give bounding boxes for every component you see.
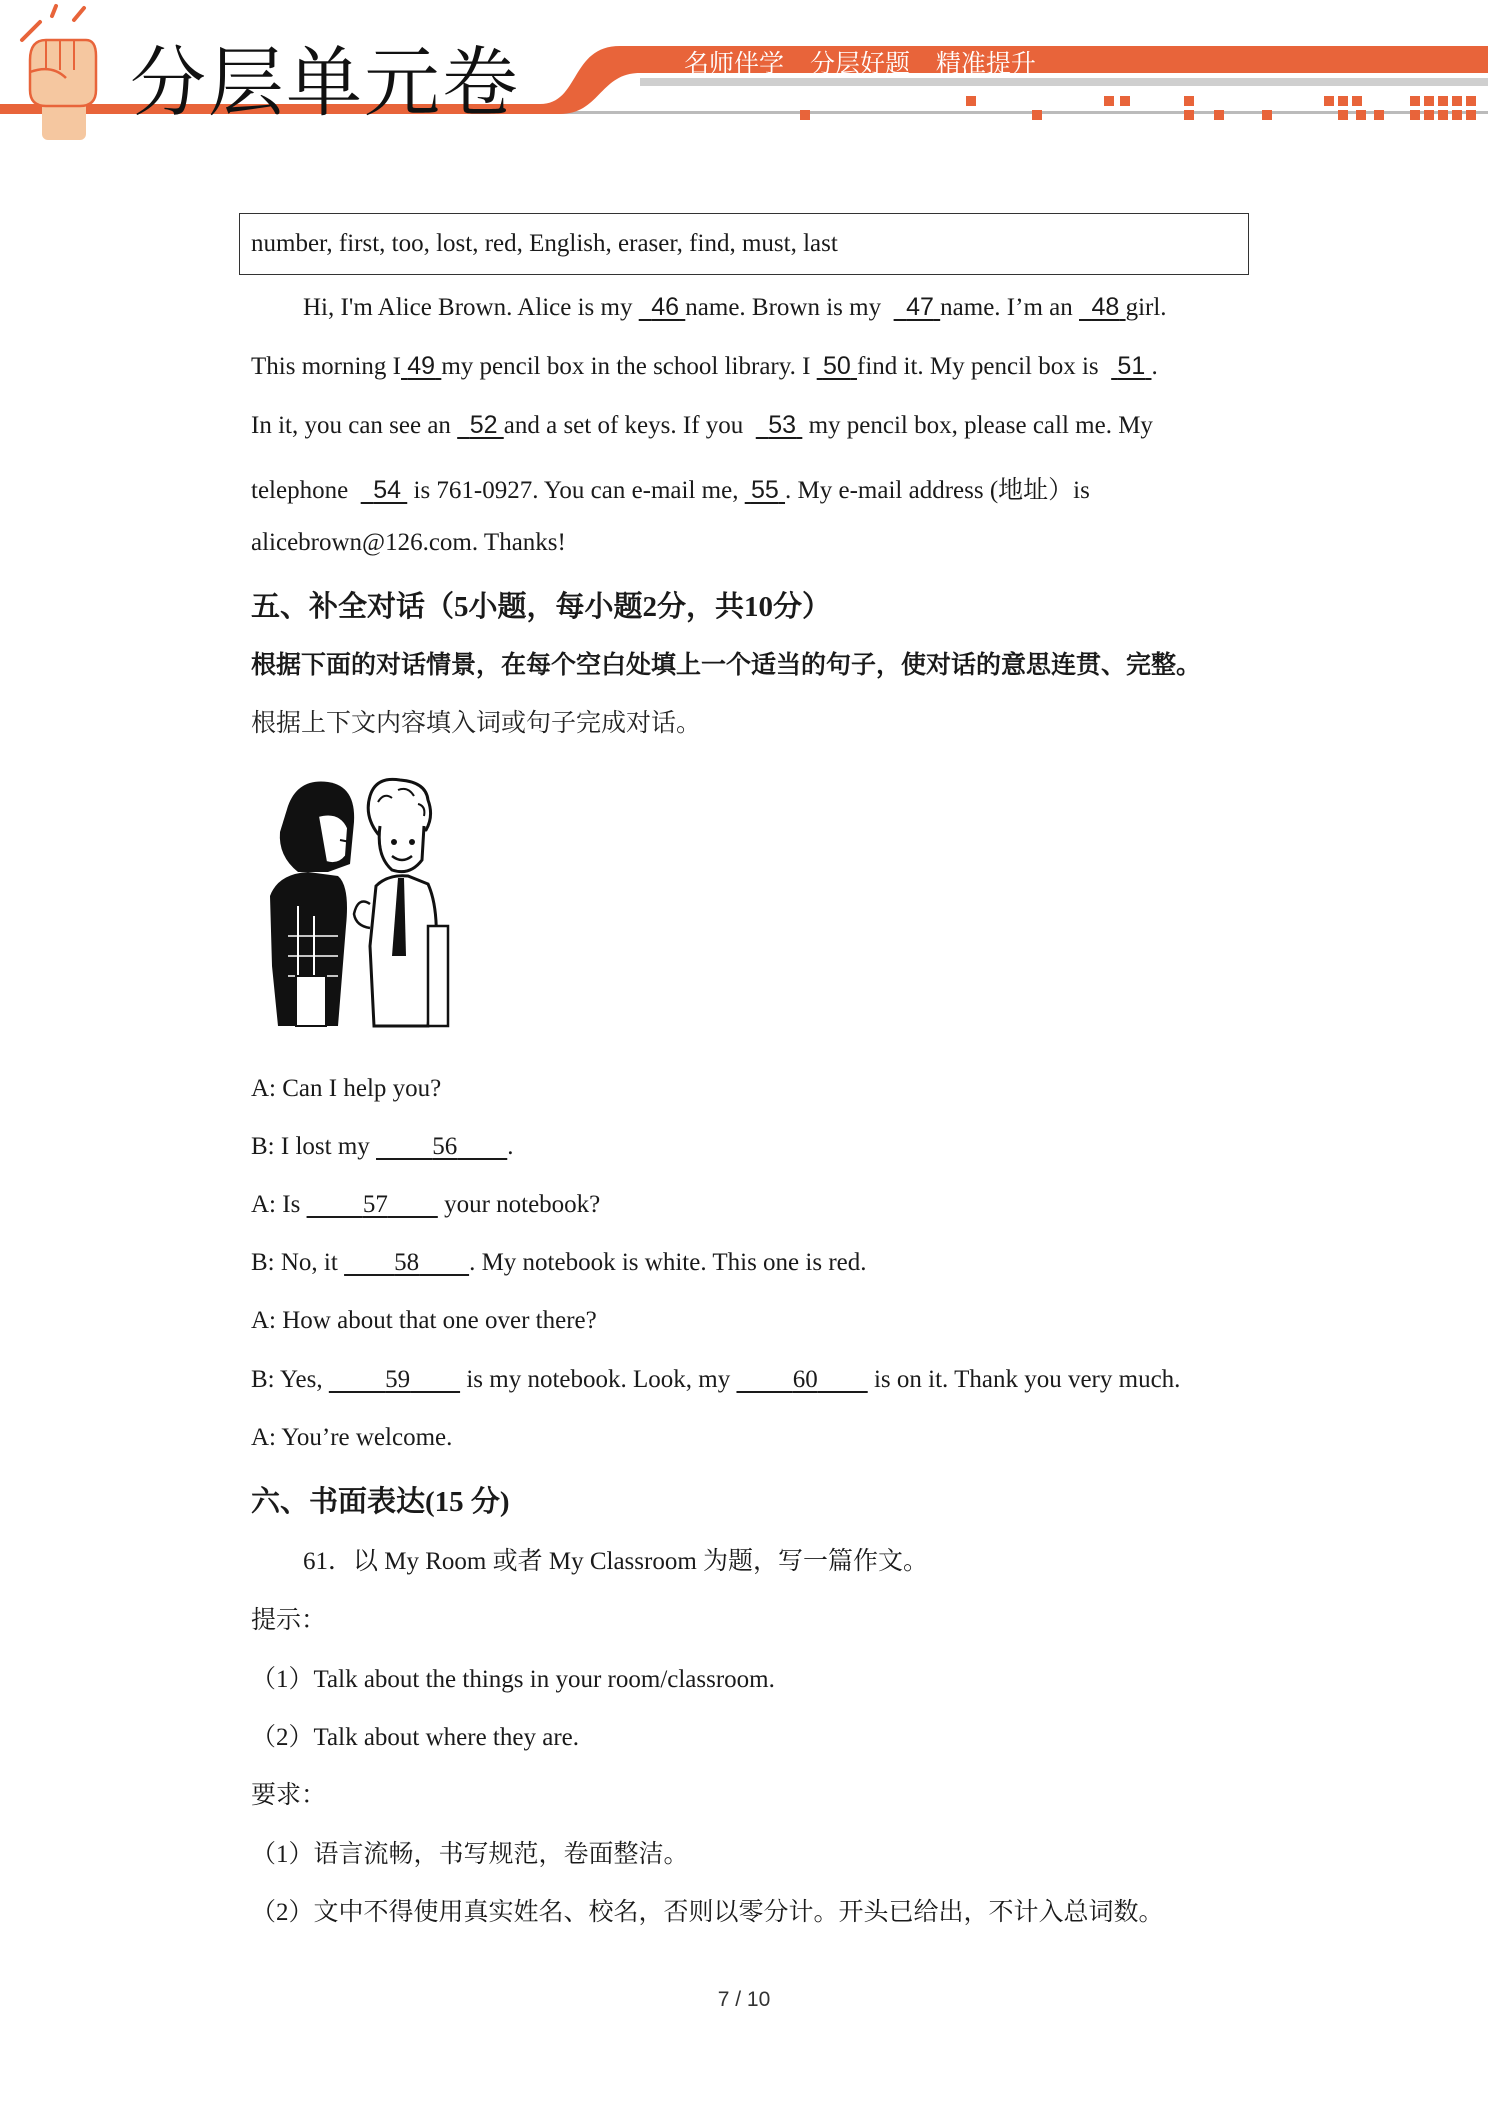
requirement-label: 要求：: [251, 1782, 327, 1809]
dialogue-line-5: A: How about that one over there?: [251, 1307, 597, 1334]
word-bank-text: number, first, too, lost, red, English, eraser, find, must, last: [251, 230, 838, 257]
section-5-instruction: 根据下面的对话情景，在每个空白处填上一个适当的句子，使对话的意思连贯、完整。: [251, 652, 1202, 679]
blank-54: 54: [373, 476, 401, 504]
passage-line-4: telephone 54 is 761-0927. You can e-mail me, 55 . My e-mail address (地址）is: [251, 476, 1090, 504]
page-header: [0, 0, 1488, 150]
dialogue-line-6: B: Yes, 59 is my notebook. Look, my 60 is on it. Thank you very much.: [251, 1366, 1181, 1393]
dialogue-illustration: [258, 776, 454, 1036]
raised-fist-icon: [22, 6, 96, 140]
hint-item-2: （2）Talk about where they are.: [251, 1724, 579, 1751]
blank-50: 50: [822, 352, 851, 380]
girl-figure: [270, 782, 354, 1027]
blank-60: 60: [792, 1366, 818, 1393]
passage-line-5: alicebrown@126.com. Thanks!: [251, 529, 566, 556]
blank-59: 59: [385, 1366, 411, 1393]
blank-49: 49: [407, 352, 436, 380]
writing-question: 61．以 My Room 或者 My Classroom 为题，写一篇作文。: [303, 1548, 929, 1575]
passage-line-2: This morning I 49 my pencil box in the school library. I 50 find it. My pencil box is 51 .: [251, 352, 1158, 380]
blank-47: 47: [906, 293, 934, 321]
blank-51: 51: [1117, 352, 1146, 380]
blank-55: 55: [750, 476, 779, 504]
hint-item-1: （1）Talk about the things in your room/classroom.: [251, 1666, 775, 1693]
blank-56: 56: [432, 1133, 458, 1160]
header-slogan: 名师伴学 分层好题 精准提升: [684, 49, 1036, 78]
passage-line-3: In it, you can see an 52 and a set of keys. If you 53 my pencil box, please call me. My: [251, 411, 1153, 439]
header-title: 分层单元卷: [130, 38, 520, 127]
dialogue-line-4: B: No, it 58 . My notebook is white. This one is red.: [251, 1249, 867, 1276]
dialogue-line-7: A: You’re welcome.: [251, 1424, 453, 1451]
dialogue-line-1: A: Can I help you?: [251, 1075, 442, 1102]
blank-53: 53: [768, 411, 797, 439]
section-5-heading: 五、补全对话（5小题，每小题2分，共10分）: [251, 591, 832, 623]
blank-46: 46: [651, 293, 680, 321]
dialogue-line-3: A: Is 57 your notebook?: [251, 1191, 601, 1218]
section-5-sub-instruction: 根据上下文内容填入词或句子完成对话。: [251, 710, 702, 737]
page-number: 7 / 10: [717, 1988, 771, 2011]
blank-57: 57: [362, 1191, 388, 1218]
boy-figure: [354, 779, 448, 1026]
word-bank-box: [239, 213, 1249, 275]
hint-label: 提示：: [251, 1607, 327, 1634]
dialogue-line-2: B: I lost my 56 .: [251, 1133, 514, 1160]
passage-line-1: Hi, I'm Alice Brown. Alice is my 46 name. Brown is my 47 name. I’m an 48 girl.: [303, 293, 1167, 321]
blank-58: 58: [394, 1249, 420, 1276]
requirement-item-2: （2）文中不得使用真实姓名、校名，否则以零分计。开头已给出，不计入总词数。: [251, 1899, 1164, 1926]
requirement-item-1: （1）语言流畅，书写规范，卷面整洁。: [251, 1841, 689, 1868]
blank-48: 48: [1091, 293, 1120, 321]
section-6-heading: 六、书面表达(15 分): [251, 1486, 510, 1518]
blank-52: 52: [469, 411, 498, 439]
decorative-squares: [800, 96, 1476, 120]
